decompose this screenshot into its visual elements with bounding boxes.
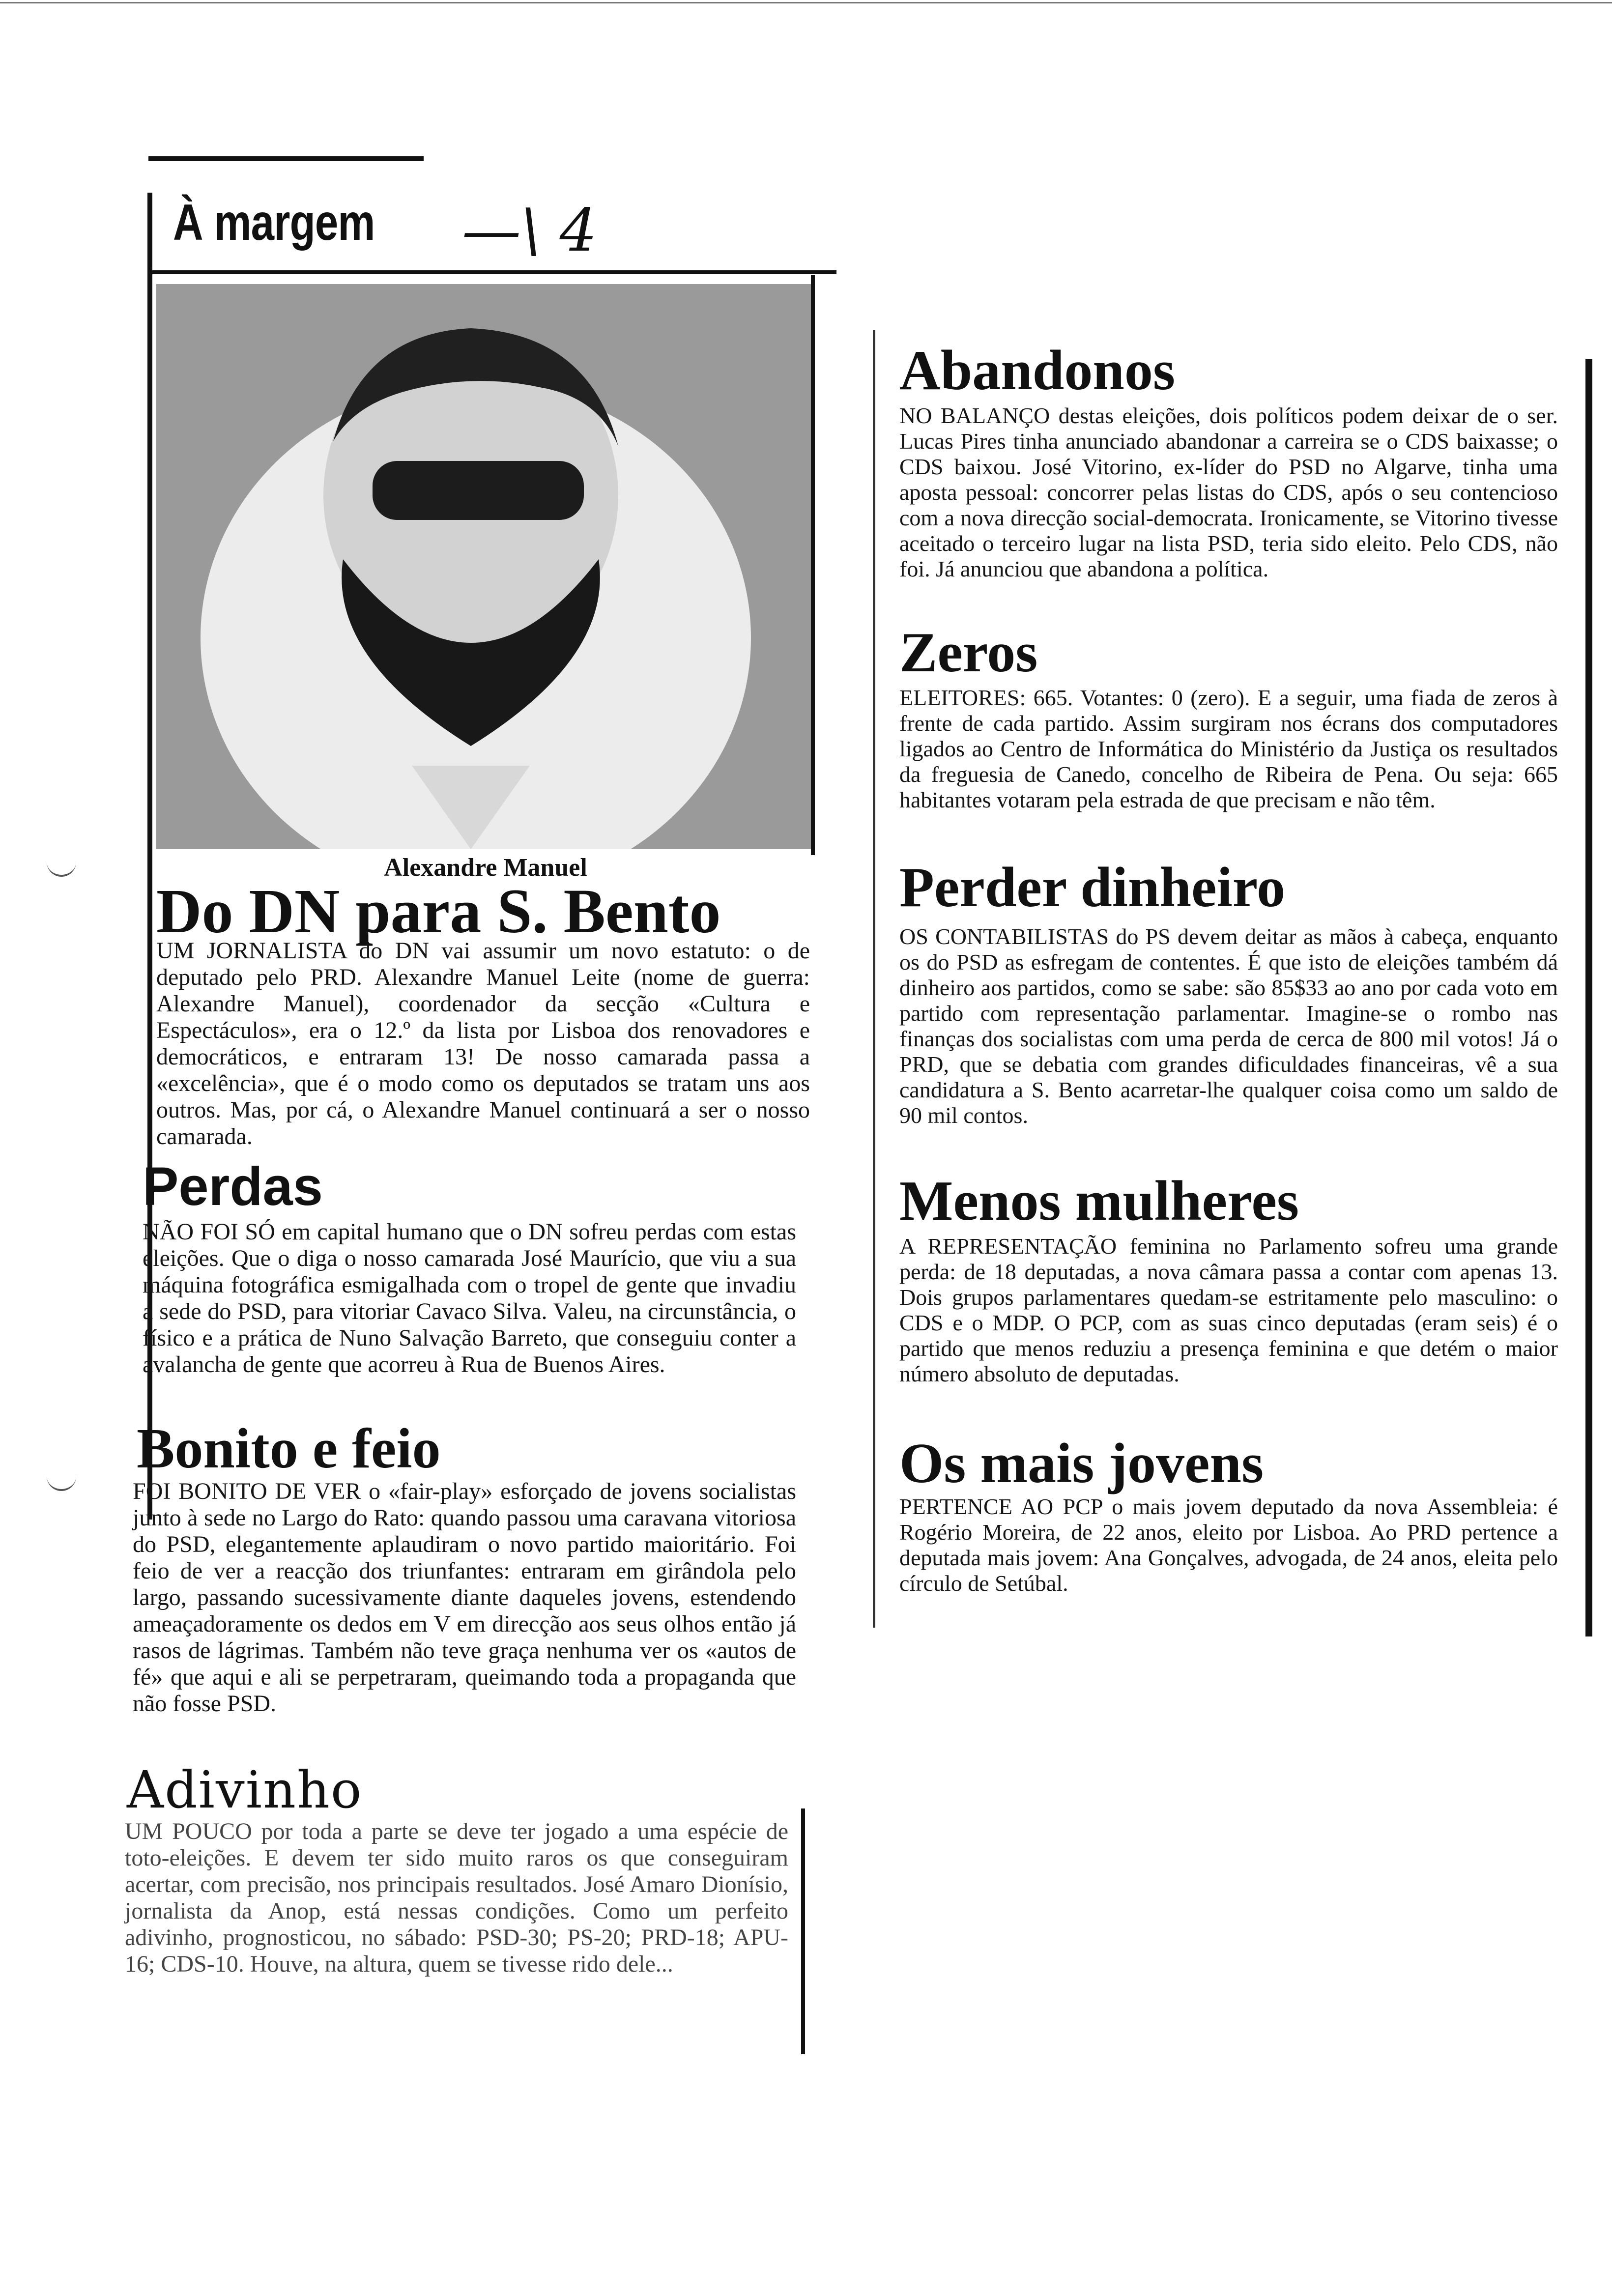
headline-os-mais-jovens: Os mais jovens: [899, 1432, 1264, 1495]
tag-bottom-rule: [148, 270, 836, 274]
section-tag: À margem: [173, 194, 375, 251]
headline-adivinho: Adivinho: [127, 1760, 363, 1820]
margin-mark-lower: [47, 1474, 76, 1491]
body-perder-dinheiro: OS CONTABILISTAS do PS devem deitar as mãos à cabeça, enquanto os do PSD as esfregam de contentes. É que isto de eleições também dá dinheiro aos partidos, como se sabe: são 85$33 ao ano por cada voto em partido com representação parlamentar. Imagine-se o rombo nas finanças dos socialistas com uma perda de cerca de 800 mil votos! Já o PRD, que se debatia com grandes dificuldades financeiras, vê a sua candidatura a S. Bento acarretar-lhe qualquer coisa como um saldo de 90 mil contos.: [899, 924, 1558, 1128]
margin-mark-upper: [47, 860, 76, 877]
headline-perder-dinheiro: Perder dinheiro: [899, 856, 1286, 919]
right-edge-rule: [1585, 359, 1592, 1636]
body-do-dn: UM JORNALISTA do DN vai assumir um novo estatuto: o de deputado pelo PRD. Alexandre Manuel Leite (nome de guerra: Alexandre Manuel), coordenador da secção «Cultura e Espectáculos», era o 12.º da lista por Lisboa dos renovadores e democráticos, e entraram 13! De nosso camarada passa a «excelência», que é o modo como os deputados se tratam uns aos outros. Mas, por cá, o Alexandre Manuel continuará a ser o nosso camarada.: [156, 938, 810, 1149]
column-divider: [873, 330, 875, 1628]
portrait-photo: [156, 284, 815, 849]
body-bonito: FOI BONITO DE VER o «fair-play» esforçado de jovens socialistas junto à sede no Largo do Rato: quando passou uma caravana vitoriosa do PSD, elegantemente aplaudiram o novo partido maioritário. Foi feio de ver a reacção dos triunfantes: entraram em girândola pelo largo, passando sucessivamente diante daqueles jovens, estendendo ameaçadoramente os dedos em V em direcção aos seus olhos então já rasos de lágrimas. Também não teve graça nenhuma ver os «autos de fé» que aqui e ali se perpetraram, queimando toda a propaganda que não fosse PSD.: [133, 1478, 796, 1717]
handwritten-mark: —\ 4: [462, 197, 597, 265]
headline-perdas: Perdas: [143, 1156, 323, 1217]
headline-do-dn: Do DN para S. Bento: [156, 876, 721, 946]
left-column-end-rule: [801, 1808, 805, 2054]
body-abandonos: NO BALANÇO destas eleições, dois políticos podem deixar de o ser. Lucas Pires tinha anunciado abandonar a carreira se o CDS baixasse; o CDS baixou. José Vitorino, ex-líder do PSD no Algarve, tinha uma aposta pessoal: concorrer pelas listas do CDS, após o seu contencioso com a nova direcção social-democrata. Ironicamente, se Vitorino tivesse aceitado o terceiro lugar na lista PSD, teria sido eleito. Pelo CDS, não foi. Já anunciou que abandona a política.: [899, 403, 1558, 581]
body-perdas: NÃO FOI SÓ em capital humano que o DN sofreu perdas com estas eleições. Que o diga o nosso camarada José Maurício, que viu a sua máquina fotográfica esmigalhada com o tropel de gente que invadiu a sede do PSD, para vitoriar Cavaco Silva. Valeu, na circunstância, o físico e a prática de Nuno Salvação Barreto, que conseguiu conter a avalancha de gente que acorreu à Rua de Buenos Aires.: [143, 1219, 796, 1378]
headline-abandonos: Abandonos: [899, 339, 1175, 402]
headline-menos-mulheres: Menos mulheres: [899, 1170, 1299, 1233]
photo-caption: Alexandre Manuel: [384, 854, 587, 882]
body-menos-mulheres: A REPRESENTAÇÃO feminina no Parlamento sofreu uma grande perda: de 18 deputadas, a nova câmara passa a contar com apenas 13. Dois grupos parlamentares quedam-se estritamente pelo masculino: o CDS e o MDP. O PCP, com as suas cinco deputadas (eram seis) é o partido que menos reduziu a presença feminina e que detém o maior número absoluto de deputadas.: [899, 1234, 1558, 1386]
headline-bonito: Bonito e feio: [137, 1417, 441, 1480]
tag-top-rule: [148, 156, 424, 161]
scan-top-rule: [0, 2, 1612, 3]
photo-right-rule: [811, 275, 815, 855]
portrait-image: [156, 284, 815, 849]
headline-zeros: Zeros: [899, 621, 1038, 684]
body-adivinho: UM POUCO por toda a parte se deve ter jogado a uma espécie de toto-eleições. E devem ter sido muito raros os que conseguiram acertar, com precisão, nos principais resultados. José Amaro Dionísio, jornalista da Anop, está nessas condições. Como um perfeito adivinho, prognosticou, no sábado: PSD-30; PS-20; PRD-18; APU-16; CDS-10. Houve, na altura, quem se tivesse rido dele...: [125, 1818, 788, 1977]
body-zeros: ELEITORES: 665. Votantes: 0 (zero). E a seguir, uma fiada de zeros à frente de cada partido. Assim surgiram nos écrans dos computadores ligados ao Centro de Informática do Ministério da Justiça os resultados da freguesia de Canedo, concelho de Ribeira de Pena. Ou seja: 665 habitantes votaram pela estrada de que precisam e não têm.: [899, 685, 1558, 812]
body-os-mais-jovens: PERTENCE AO PCP o mais jovem deputado da nova Assembleia: é Rogério Moreira, de 22 anos, eleito por Lisboa. Ao PRD pertence a deputada mais jovem: Ana Gonçalves, advogada, de 24 anos, eleita pelo círculo de Setúbal.: [899, 1494, 1558, 1596]
